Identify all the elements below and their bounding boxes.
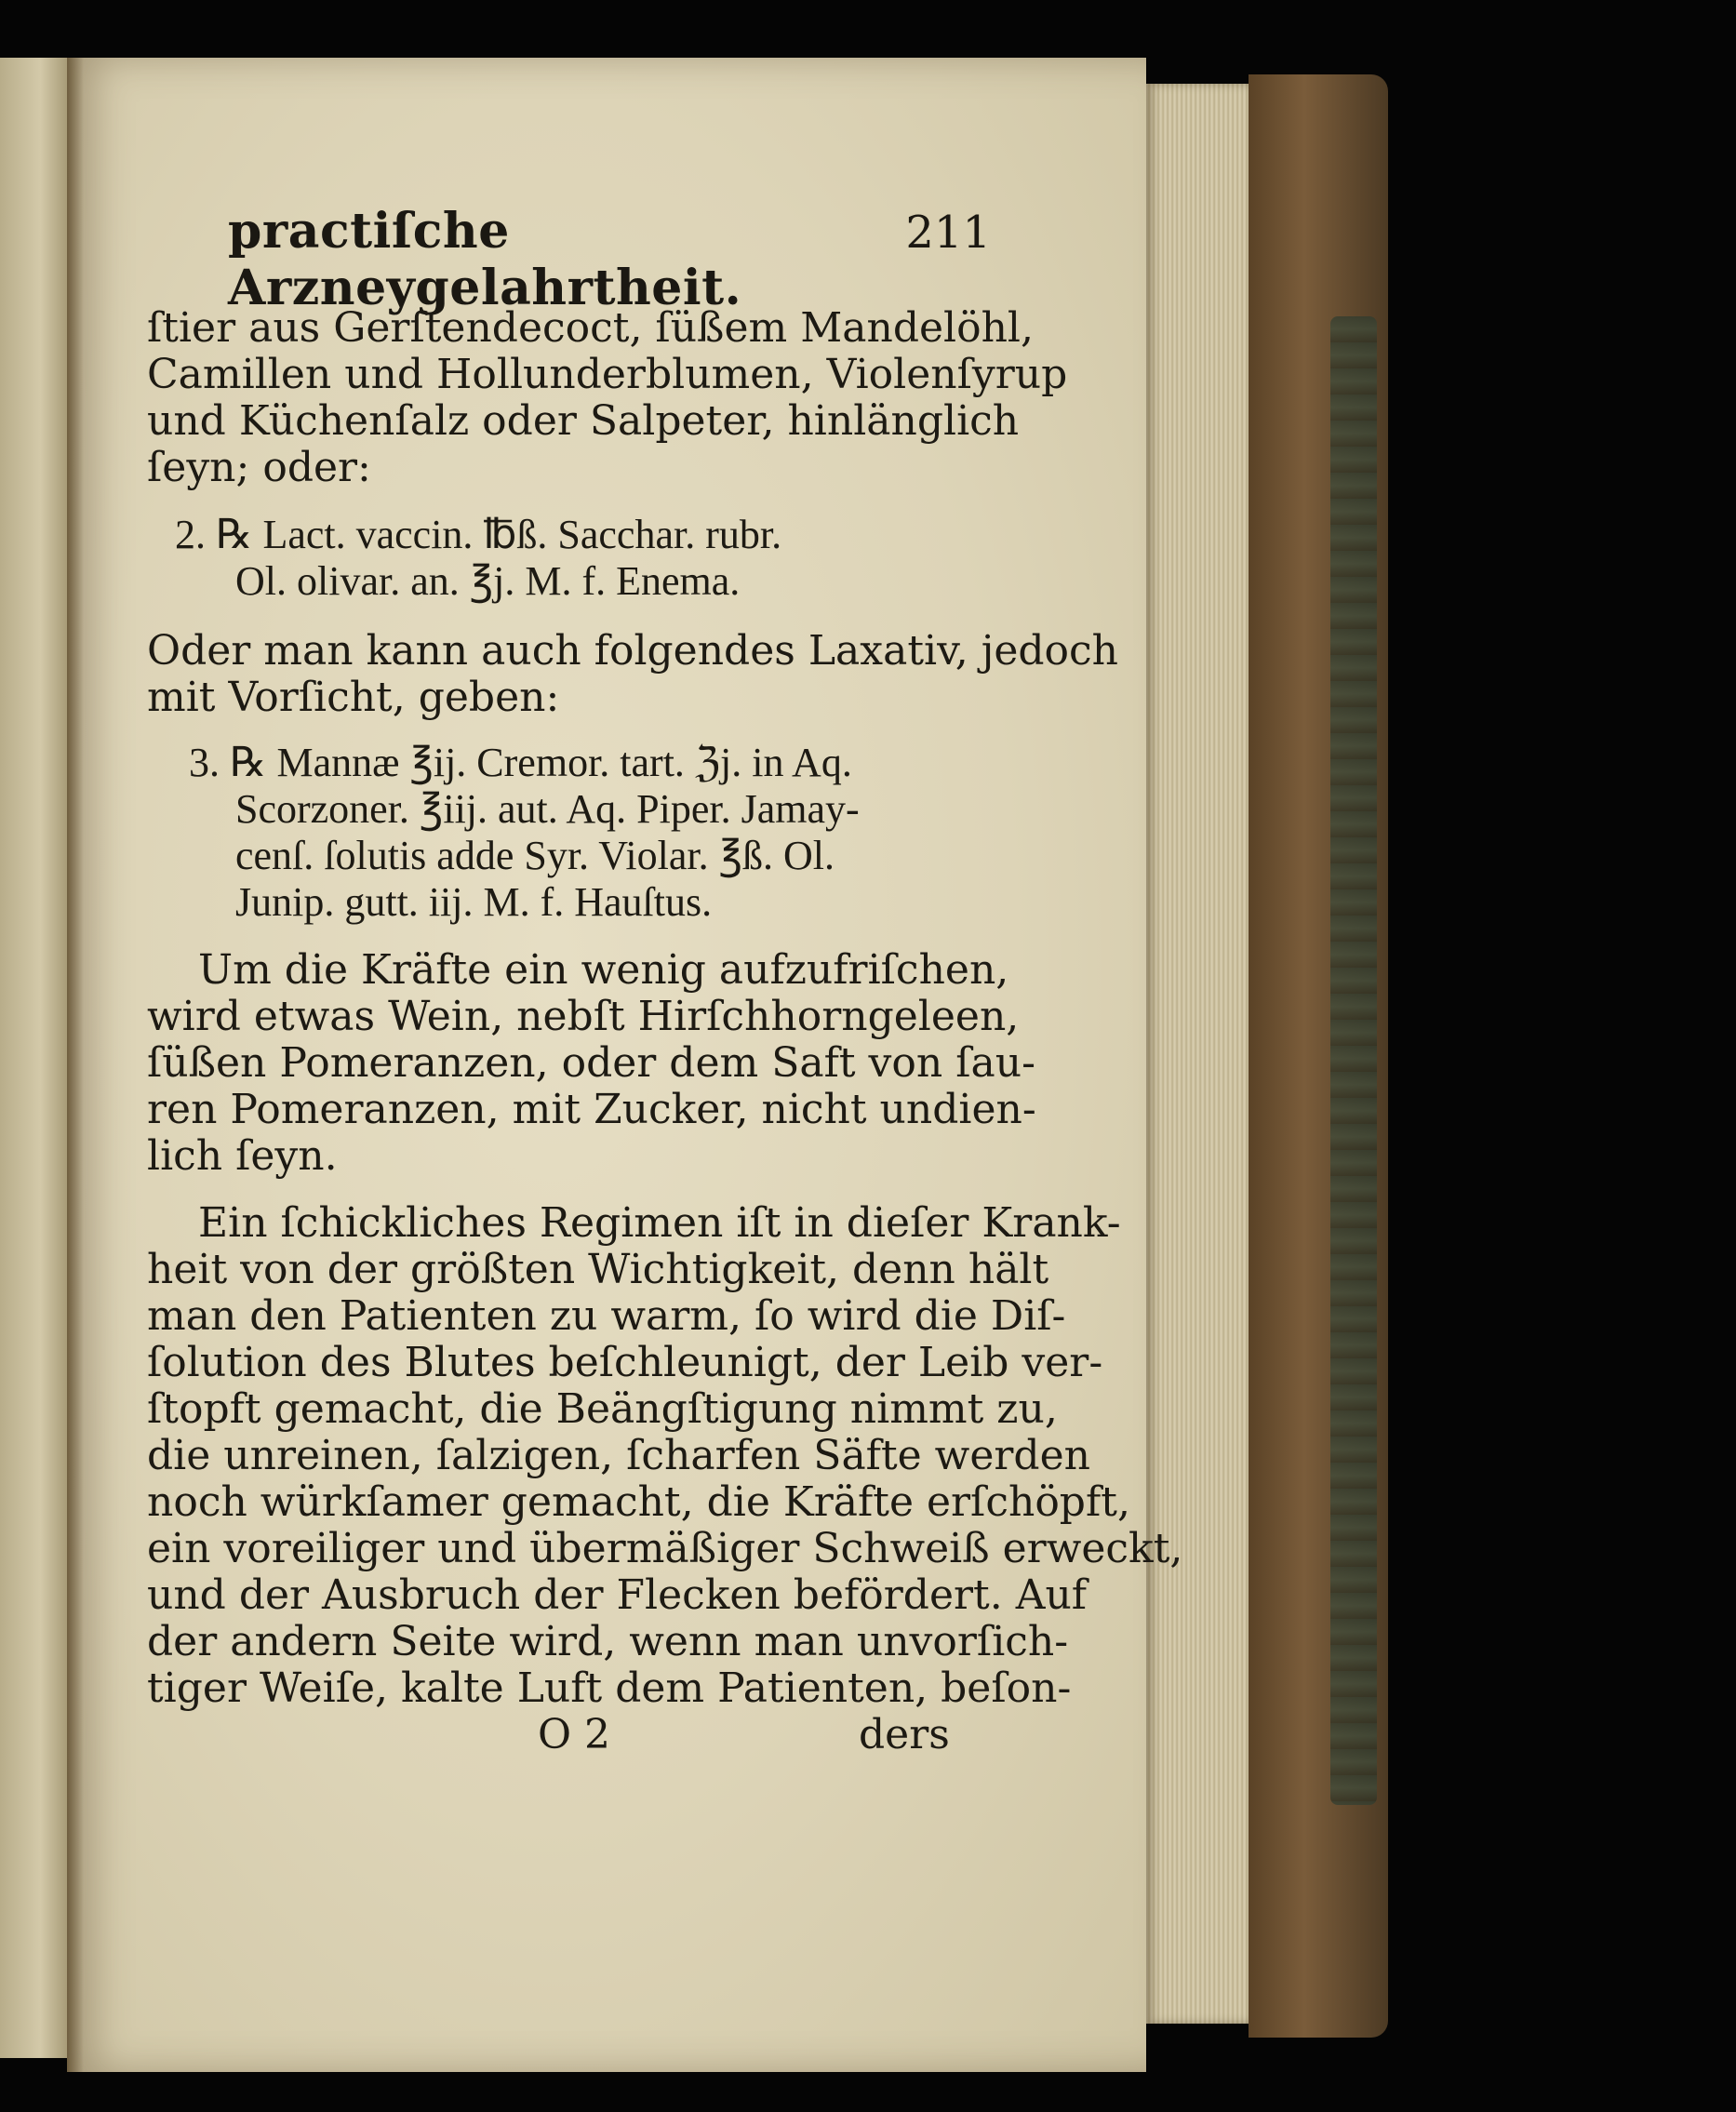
text-line: die unreinen, ſalzigen, ſcharfen Säfte werden [147,1432,1090,1479]
recipe-line: Junip. gutt. iij. M. f. Hauſtus. [235,879,713,925]
facing-page-edge [0,58,67,2058]
text-line: ren Pomeranzen, mit Zucker, nicht undien- [147,1086,1036,1133]
text-line: und Küchenſalz oder Salpeter, hinlänglich [147,397,1020,445]
signature-mark: O 2 [538,1711,611,1758]
page-header [228,203,991,316]
page-gutter-shadow [67,58,84,2072]
text-line: ſeyn; oder: [147,444,371,491]
cover-marbling [1330,316,1377,1805]
text-line: ſolution des Blutes beſchleunigt, der Leib ver- [147,1339,1103,1386]
recipe-line: 2. ℞ Lact. vaccin. ℔ß. Sacchar. rubr. [175,512,782,557]
recipe-line: 3. ℞ Mannæ ℥ij. Cremor. tart. ℨj. in Aq. [189,740,852,785]
text-line: man den Patienten zu warm, ſo wird die Diſ- [147,1292,1066,1340]
text-line: Um die Kräfte ein wenig aufzufriſchen, [198,946,1009,994]
text-line: wird etwas Wein, nebſt Hirſchhorngeleen, [147,993,1020,1040]
text-line: der andern Seite wird, wenn man unvorſich- [147,1618,1069,1665]
recipe-line: cenſ. ſolutis adde Syr. Violar. ℥ß. Ol. [235,833,835,878]
page-number: 211 [905,207,991,259]
text-line: und der Ausbruch der Flecken befördert. Auf [147,1571,1088,1619]
recipe-line: Scorzoner. ℥iij. aut. Aq. Piper. Jamay- [235,786,860,832]
recipe-line: Ol. olivar. an. ℥j. M. f. Enema. [235,558,741,604]
text-line: lich ſeyn. [147,1132,338,1180]
text-line: ein voreiliger und übermäßiger Schweiß erweckt, [147,1525,1183,1572]
text-line: ſtier aus Gerſtendecoct, ſüßem Mandelöhl, [147,304,1034,352]
page-edges-stack [1146,84,1249,2024]
text-line: ſüßen Pomeranzen, oder dem Saft von ſau- [147,1039,1035,1087]
catchword: ders [859,1711,950,1758]
text-line: Oder man kann auch folgendes Laxativ, jedoch [147,627,1119,675]
text-line: ſtopft gemacht, die Beängſtigung nimmt zu, [147,1385,1058,1433]
running-head: practiſche Arzneygelahrtheit. [228,203,742,316]
text-line: Camillen und Hollunderblumen, Violenſyrup [147,351,1068,398]
text-line: mit Vorſicht, geben: [147,674,560,721]
text-line: tiger Weiſe, kalte Luft dem Patienten, beſon- [147,1664,1072,1712]
text-line: heit von der größten Wichtigkeit, denn hält [147,1246,1049,1293]
text-line: Ein ſchickliches Regimen iſt in dieſer Krank- [198,1199,1121,1247]
text-line: noch würkſamer gemacht, die Kräfte erſchöpft, [147,1478,1130,1526]
